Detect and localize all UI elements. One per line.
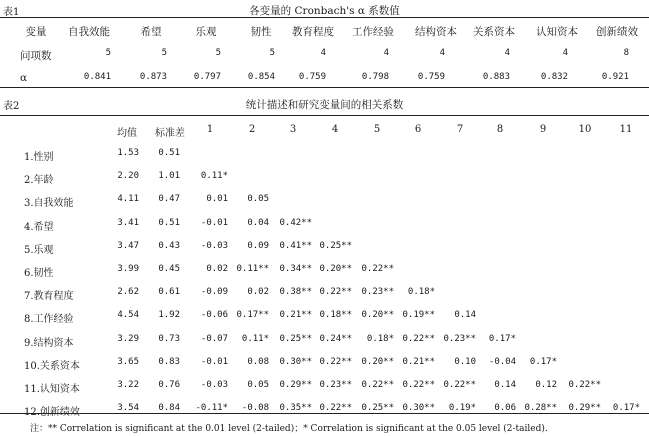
table2-header-cell: 7 [456,124,464,135]
table2-title: 统计描述和研究变量间的相关系数 [245,99,404,111]
table2-row-label: 12.创新绩效 [24,407,80,418]
table2-correlation-cell: 0.05 [247,380,269,390]
table2-correlation-cell: 0.30** [402,403,435,413]
table2-correlation-cell: 0.17** [236,310,269,320]
table2-correlation-cell: 0.29** [568,403,601,413]
table2-header-cell: 2 [248,124,256,135]
table1-row-label: α [20,72,28,84]
table2-correlation-cell: 0.25** [279,334,312,344]
table2-cell-mean: 3.65 [117,357,139,367]
table2-cell-mean: 3.47 [117,241,139,251]
table1-cell: 0.832 [540,72,568,82]
table1-header-cell: 结构资本 [415,26,457,38]
table2-cell-mean: 2.20 [117,171,139,181]
table2-row-label: 8.工作经验 [24,314,74,325]
table2-correlation-cell: 0.28** [524,403,557,413]
table1-header-cell: 认知资本 [536,26,578,38]
table2-correlation-cell: 0.12 [535,380,557,390]
table2-correlation-cell: 0.22** [568,380,601,390]
table1-cell: 4 [383,48,389,58]
table1-cell: 0.883 [482,72,510,82]
table2-correlation-cell: 0.42** [279,218,312,228]
table2-label: 表2 [3,101,20,112]
table2-correlation-cell: 0.02 [206,264,228,274]
table2-correlation-cell: 0.05 [247,194,269,204]
table1-cell: 4 [439,48,445,58]
table2-correlation-cell: 0.08 [247,357,269,367]
table1-top-rule [0,17,649,18]
table2-correlation-cell: 0.02 [247,287,269,297]
table2-cell-sd: 0.45 [158,264,180,274]
table2-cell-sd: 0.76 [158,380,180,390]
table2-correlation-cell: 0.20** [361,357,394,367]
table2-correlation-cell: 0.22** [402,334,435,344]
table2-row-label: 4.希望 [24,222,54,233]
table2-correlation-cell: 0.22** [319,287,352,297]
table2-header-cell: 11 [619,124,633,135]
table2-correlation-cell: 0.14 [494,380,516,390]
table2-row-label: 6.韧性 [24,268,54,279]
table2-correlation-cell: 0.18** [319,310,352,320]
table2-correlation-cell: 0.09 [247,241,269,251]
table2-cell-sd: 0.51 [158,148,180,158]
table2-correlation-cell: 0.20** [361,310,394,320]
table2-header-cell: 标准差 [155,128,185,139]
table2-header-cell: 5 [373,124,381,135]
table2-top-rule [0,115,649,116]
table2-row-label: 9.结构资本 [24,338,74,349]
table1-header-cell: 关系资本 [473,26,515,38]
table2-correlation-cell: 0.17* [529,357,557,367]
table2-correlation-cell: -0.04 [488,357,516,367]
table1-header-cell: 工作经验 [352,26,394,38]
table2-row-label: 11.认知资本 [24,384,80,395]
table2-correlation-cell: -0.01 [200,357,228,367]
table2-correlation-cell: -0.07 [200,334,228,344]
table-note: 注：** Correlation is significant at the 0.01 level (2-tailed)；* Correlation is significant at the 0.05 level (2-tailed). [30,424,548,434]
table2-cell-sd: 0.61 [158,287,180,297]
table2-correlation-cell: 0.35** [279,403,312,413]
table1-bottom-rule [0,87,649,88]
table1-cell: 4 [562,48,568,58]
table1-cell: 0.921 [601,72,629,82]
table1-cell: 4 [320,48,326,58]
table2-cell-mean: 3.99 [117,264,139,274]
table1-row-label: 问项数 [20,50,52,62]
table2-correlation-cell: 0.38** [279,287,312,297]
table2-cell-sd: 0.84 [158,403,180,413]
table1-cell: 0.759 [417,72,445,82]
table2-cell-sd: 1.92 [158,310,180,320]
table2-header-cell: 8 [496,124,504,135]
table2-correlation-cell: 0.19** [402,310,435,320]
table2-correlation-cell: 0.22** [402,380,435,390]
table2-correlation-cell: 0.25** [319,241,352,251]
table2-cell-mean: 2.62 [117,287,139,297]
table2-correlation-cell: 0.18* [366,334,394,344]
table2-cell-sd: 0.43 [158,241,180,251]
table2-correlation-cell: -0.09 [200,287,228,297]
table1-header-variable: 变量 [25,26,47,38]
table1-header-cell: 希望 [140,26,162,38]
table2-correlation-cell: 0.21** [402,357,435,367]
table2-correlation-cell: 0.17* [488,334,516,344]
table2-header-cell: 9 [539,124,547,135]
table1-title: 各变量的 Cronbach's α 系数值 [249,5,400,17]
table2-cell-mean: 3.22 [117,380,139,390]
table2-correlation-cell: -0.03 [200,241,228,251]
table1-cell: 5 [215,48,221,58]
table2-row-label: 7.教育程度 [24,291,74,302]
table2-correlation-cell: 0.11* [200,171,228,181]
table1-cell: 4 [504,48,510,58]
table2-cell-sd: 0.73 [158,334,180,344]
table1-header-cell: 乐观 [195,26,217,38]
table2-correlation-cell: 0.22** [361,380,394,390]
table2-correlation-cell: 0.25** [361,403,394,413]
table2-correlation-cell: 0.10 [454,357,476,367]
table2-header-cell: 均值 [117,128,137,139]
table2-header-cell: 10 [578,124,592,135]
table2-header-cell: 4 [331,124,339,135]
table1-cell: 0.854 [247,72,275,82]
table1-header-cell: 自我效能 [68,26,110,38]
table2-correlation-cell: 0.18* [407,287,435,297]
table2-correlation-cell: 0.22** [361,264,394,274]
table1-cell: 5 [269,48,275,58]
table2-correlation-cell: 0.41** [279,241,312,251]
table2-cell-mean: 1.53 [117,148,139,158]
table2-header-cell: 6 [414,124,422,135]
table2-cell-sd: 0.47 [158,194,180,204]
table2-cell-mean: 3.54 [117,403,139,413]
table2-correlation-cell: 0.24** [319,334,352,344]
table2-correlation-cell: 0.20** [319,264,352,274]
table2-row-label: 1.性别 [24,152,54,163]
table2-correlation-cell: -0.03 [200,380,228,390]
table2-correlation-cell: 0.22** [319,357,352,367]
table2-correlation-cell: 0.14 [454,310,476,320]
table1-cell: 5 [161,48,167,58]
table2-correlation-cell: 0.17* [612,403,640,413]
table2-cell-mean: 3.29 [117,334,139,344]
table2-row-label: 5.乐观 [24,245,54,256]
table2-correlation-cell: 0.22** [443,380,476,390]
table2-header-cell: 3 [289,124,297,135]
table1-cell: 0.759 [298,72,326,82]
table1-cell: 8 [623,48,629,58]
table2-bottom-rule [0,413,649,414]
table1-cell: 0.873 [139,72,167,82]
table2-correlation-cell: 0.34** [279,264,312,274]
table2-correlation-cell: -0.11* [195,403,228,413]
table2-header-cell: 1 [206,124,214,135]
table1-cell: 5 [105,48,111,58]
table2-correlation-cell: 0.22** [319,403,352,413]
table2-cell-mean: 3.41 [117,218,139,228]
table2-correlation-cell: 0.11* [241,334,269,344]
table2-cell-mean: 4.11 [117,194,139,204]
table2-correlation-cell: -0.01 [200,218,228,228]
table2-correlation-cell: -0.08 [241,403,269,413]
table1-header-cell: 韧性 [250,26,272,38]
table2-correlation-cell: 0.06 [494,403,516,413]
table2-correlation-cell: 0.23** [319,380,352,390]
table2-correlation-cell: 0.23** [443,334,476,344]
table2-correlation-cell: 0.04 [247,218,269,228]
table2-cell-sd: 1.01 [158,171,180,181]
table2-correlation-cell: -0.06 [200,310,228,320]
table2-correlation-cell: 0.01 [206,194,228,204]
table2-row-label: 3.自我效能 [24,198,74,209]
table2-correlation-cell: 0.21** [279,310,312,320]
table1-header-cell: 教育程度 [292,26,334,38]
table1-cell: 0.797 [193,72,221,82]
table2-cell-sd: 0.83 [158,357,180,367]
table2-correlation-cell: 0.30** [279,357,312,367]
table2-row-label: 10.关系资本 [24,361,80,372]
table2-correlation-cell: 0.23** [361,287,394,297]
table2-cell-mean: 4.54 [117,310,139,320]
table2-row-label: 2.年龄 [24,175,54,186]
table1-cell: 0.841 [83,72,111,82]
table1-header-cell: 创新绩效 [596,26,638,38]
table1-cell: 0.798 [361,72,389,82]
table2-correlation-cell: 0.19* [448,403,476,413]
table2-correlation-cell: 0.29** [279,380,312,390]
table2-correlation-cell: 0.11** [236,264,269,274]
table2-cell-sd: 0.51 [158,218,180,228]
table1-label: 表1 [3,7,20,18]
